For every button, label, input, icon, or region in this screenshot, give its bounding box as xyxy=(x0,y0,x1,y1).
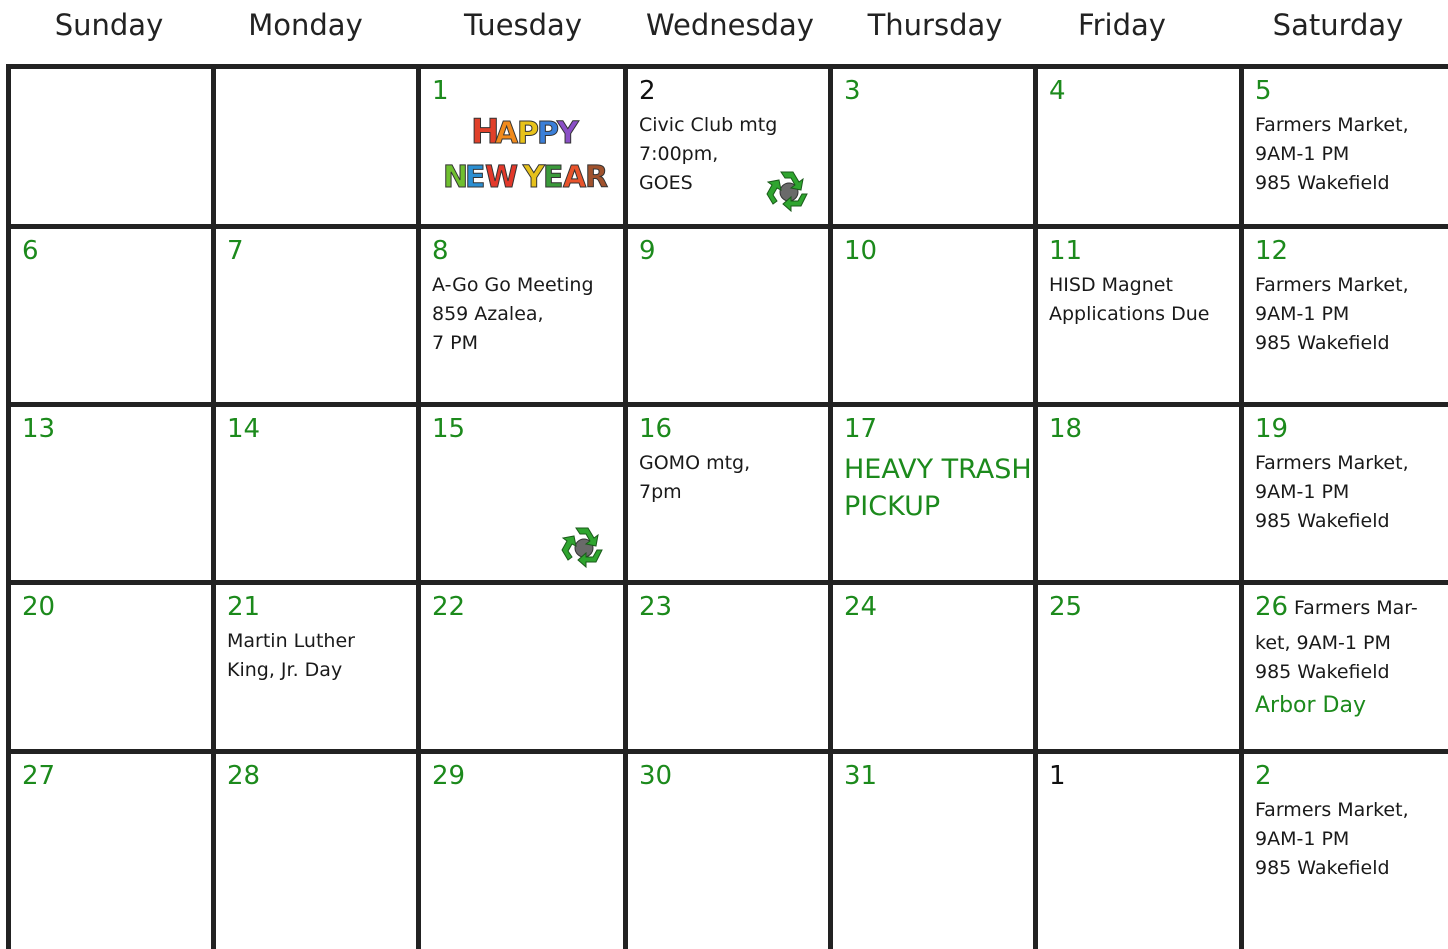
event-arbor-day: Arbor Day xyxy=(1255,693,1366,718)
event-text: Civic Club mtg 7:00pm, GOES xyxy=(639,114,778,194)
day-number: 1 xyxy=(432,76,449,106)
day-number: 26 xyxy=(1255,592,1289,622)
day-number: 3 xyxy=(844,76,861,106)
day-number: 8 xyxy=(432,236,449,266)
day-cell xyxy=(211,402,421,585)
day-number: 7 xyxy=(227,236,244,266)
day-cell xyxy=(828,224,1038,407)
day-number: 1 xyxy=(1049,761,1066,791)
day-cell xyxy=(828,580,1038,754)
day-cell xyxy=(1239,580,1448,754)
svg-text:R: R xyxy=(585,160,609,193)
weekday-header-row xyxy=(0,0,1448,60)
day-number: 22 xyxy=(432,592,466,622)
event-text: Martin Luther King, Jr. Day xyxy=(227,630,355,681)
day-cell xyxy=(416,580,628,754)
event-heavy-trash: HEAVY TRASH PICKUP xyxy=(844,454,1032,522)
day-cell xyxy=(6,402,216,585)
day-number: 25 xyxy=(1049,592,1083,622)
day-cell xyxy=(416,402,628,585)
day-cell xyxy=(211,580,421,754)
day-cell xyxy=(416,749,628,949)
svg-text:A: A xyxy=(563,160,587,193)
day-number: 24 xyxy=(844,592,878,622)
svg-text:N: N xyxy=(443,160,469,193)
event-text: A-Go Go Meeting 859 Azalea, 7 PM xyxy=(432,274,594,354)
day-cell xyxy=(416,64,628,229)
day-cell xyxy=(1033,64,1244,229)
day-number: 13 xyxy=(22,414,56,444)
svg-text:H: H xyxy=(471,112,500,152)
day-number: 4 xyxy=(1049,76,1066,106)
day-cell xyxy=(623,749,833,949)
day-number: 14 xyxy=(227,414,261,444)
event-text: Farmers Market, 9AM-1 PM 985 Wakefield xyxy=(1255,452,1409,532)
day-cell xyxy=(1239,402,1448,585)
day-cell xyxy=(1239,64,1448,229)
svg-text:A: A xyxy=(495,116,519,151)
weekday-friday: Friday xyxy=(1078,8,1166,42)
svg-text:E: E xyxy=(543,160,564,193)
day-number: 31 xyxy=(844,761,878,791)
calendar-grid xyxy=(6,64,1448,924)
day-number: 9 xyxy=(639,236,656,266)
day-number: 12 xyxy=(1255,236,1289,266)
day-cell xyxy=(623,64,833,229)
day-cell xyxy=(1239,224,1448,407)
weekday-thursday: Thursday xyxy=(867,8,1003,42)
day-cell xyxy=(1033,224,1244,407)
day-number: 19 xyxy=(1255,414,1289,444)
day-cell xyxy=(828,402,1038,585)
svg-text:W: W xyxy=(485,160,519,193)
day-cell xyxy=(211,224,421,407)
day-cell xyxy=(828,64,1038,229)
event-text: GOMO mtg, 7pm xyxy=(639,452,751,503)
day-number: 21 xyxy=(227,592,261,622)
happy-new-year-image xyxy=(439,103,609,193)
day-cell xyxy=(828,749,1038,949)
event-text: Farmers Market, 9AM-1 PM 985 Wakefield xyxy=(1255,274,1409,354)
day-cell xyxy=(1033,749,1244,949)
svg-text:P: P xyxy=(537,116,559,151)
weekday-tuesday: Tuesday xyxy=(464,8,582,42)
recycle-icon xyxy=(558,520,610,572)
event-text-inline: Farmers Mar- xyxy=(1294,597,1418,619)
day-cell xyxy=(1239,749,1448,949)
event-text: ket, 9AM-1 PM 985 Wakefield xyxy=(1255,632,1391,683)
day-number: 2 xyxy=(639,76,656,106)
day-number: 6 xyxy=(22,236,39,266)
day-cell xyxy=(211,749,421,949)
weekday-saturday: Saturday xyxy=(1272,8,1404,42)
day-number: 20 xyxy=(22,592,56,622)
day-cell xyxy=(6,749,216,949)
event-text: Farmers Market, 9AM-1 PM 985 Wakefield xyxy=(1255,114,1409,194)
day-cell xyxy=(6,224,216,407)
day-cell xyxy=(623,224,833,407)
day-number: 2 xyxy=(1255,761,1272,791)
day-cell xyxy=(416,224,628,407)
event-text: Farmers Market, 9AM-1 PM 985 Wakefield xyxy=(1255,799,1409,879)
weekday-sunday: Sunday xyxy=(54,8,164,42)
day-cell xyxy=(6,64,216,229)
day-number: 23 xyxy=(639,592,673,622)
svg-text:Y: Y xyxy=(523,160,545,193)
day-cell xyxy=(1033,580,1244,754)
day-number: 5 xyxy=(1255,76,1272,106)
day-number: 27 xyxy=(22,761,56,791)
day-cell xyxy=(623,402,833,585)
day-number: 29 xyxy=(432,761,466,791)
day-cell xyxy=(6,580,216,754)
day-number: 30 xyxy=(639,761,673,791)
day-number: 16 xyxy=(639,414,673,444)
day-cell xyxy=(623,580,833,754)
day-number: 10 xyxy=(844,236,878,266)
recycle-icon xyxy=(763,164,815,216)
day-number: 11 xyxy=(1049,236,1083,266)
weekday-monday: Monday xyxy=(248,8,363,42)
day-number: 15 xyxy=(432,414,466,444)
svg-text:Y: Y xyxy=(557,116,579,151)
weekday-wednesday: Wednesday xyxy=(646,8,814,42)
day-number: 17 xyxy=(844,414,878,444)
day-cell xyxy=(211,64,421,229)
svg-text:P: P xyxy=(517,116,539,151)
svg-text:E: E xyxy=(465,160,486,193)
event-text: HISD Magnet Applications Due xyxy=(1049,274,1210,325)
day-number: 28 xyxy=(227,761,261,791)
day-cell xyxy=(1033,402,1244,585)
day-number: 18 xyxy=(1049,414,1083,444)
